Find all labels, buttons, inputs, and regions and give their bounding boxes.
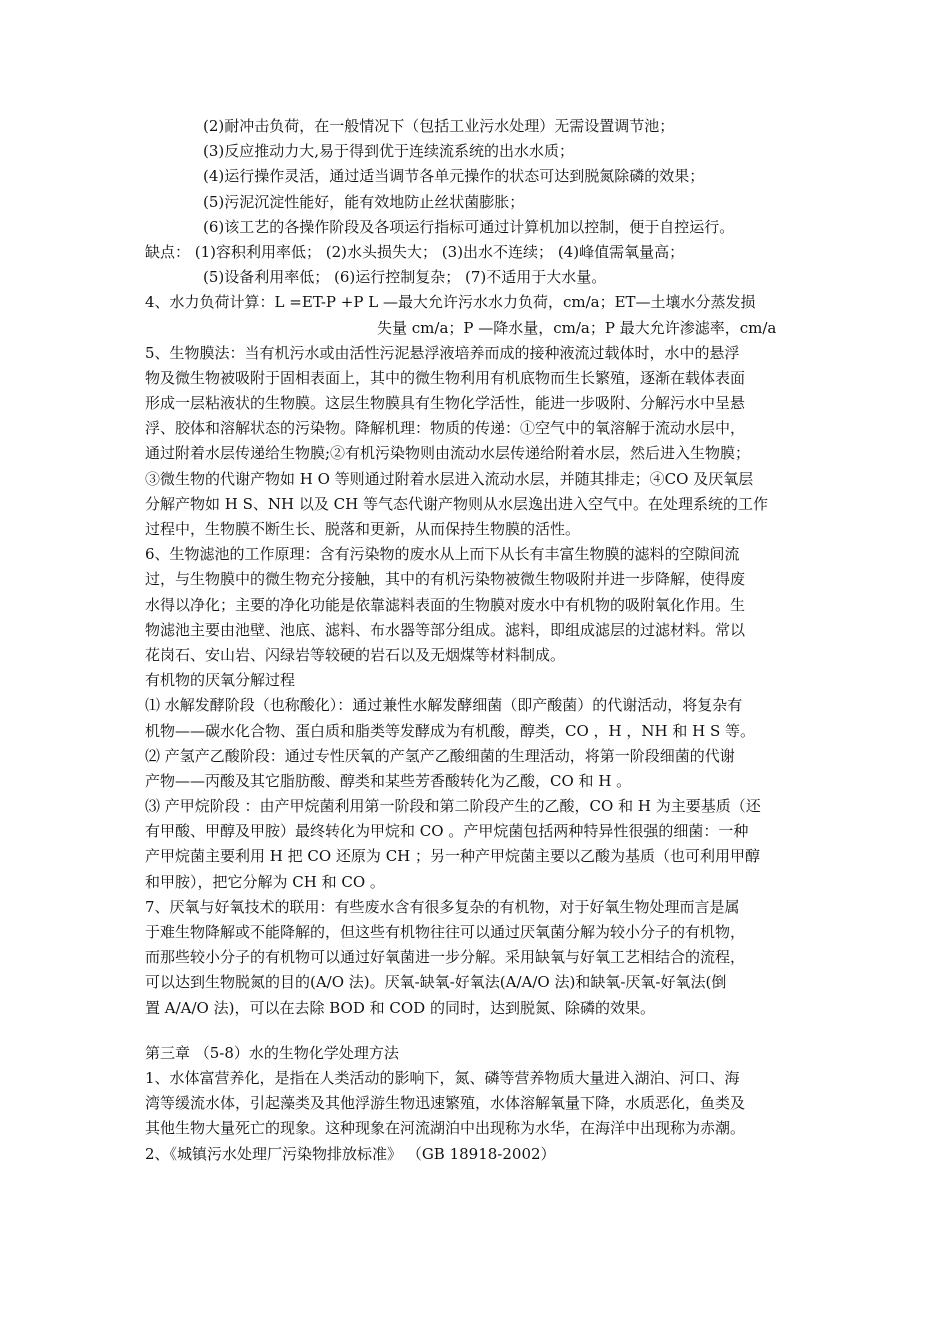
text-line: 其他生物大量死亡的现象。这种现象在河流湖泊中出现称为水华，在海洋中出现称为赤潮。 [145,1119,746,1138]
text-line: 于难生物降解或不能降解的，但这些有机物往往可以通过厌氧菌分解为较小分子的有机物， [145,923,746,941]
text-line: (4)运行操作灵活，通过适当调节各单元操作的状态可达到脱氮除磷的效果； [203,167,705,186]
spacer [145,1021,805,1041]
text-line: 水得以净化；主要的净化功能是依靠滤料表面的生物膜对废水中有机物的吸附氧化作用。生 [145,595,746,614]
text-line: 和甲胺），把它分解为 CH 和 CO 。 [145,872,385,891]
text-line: 7、厌氧与好氧技术的联用：有些废水含有很多复杂的有机物，对于好氧生物处理而言是属 [145,897,740,916]
text-line: ⑵ 产氢产乙酸阶段：通过专性厌氧的产氢产乙酸细菌的生理活动，将第一阶段细菌的代谢 [145,746,735,765]
text-line: ⑴ 水解发酵阶段（也称酸化）：通过兼性水解发酵细菌（即产酸菌）的代谢活动，将复杂有 [145,696,743,715]
text-line: (3)反应推动力大,易于得到优于连续流系统的出水水质； [203,142,575,161]
text-line: 产物——丙酸及其它脂肪酸、醇类和某些芳香酸转化为乙酸，CO 和 H 。 [145,771,632,790]
text-line: 5、生物膜法：当有机污水或由活性污泥悬浮液培养而成的接种液流过载体时，水中的悬浮 [145,343,740,362]
text-line: 产甲烷菌主要利用 H 把 CO 还原为 CH ；另一种产甲烷菌主要以乙酸为基质（也可利用甲醇 [145,847,761,866]
text-line: (6)该工艺的各操作阶段及各项运行指标可通过计算机加以控制，便于自控运行。 [203,217,735,236]
formula-line: 4、水力负荷计算：L =ET-P +P L —最大允许污水水力负荷，cm/a；ET—土壤水分蒸发损 [145,293,756,312]
section-heading: 有机物的厌氧分解过程 [145,671,296,690]
formula-line-continued: 失量 cm/a；P —降水量，cm/a；P 最大允许渗滤率，cm/a [377,318,777,337]
text-line: 物滤池主要由池壁、池底、滤料、布水器等部分组成。滤料，即组成滤层的过滤材料。常以 [145,620,746,639]
text-line: ③微生物的代谢产物如 H O 等则通过附着水层进入流动水层，并随其排走；④CO 及厌氧层 [145,469,754,488]
text-line: 缺点： (1)容积利用率低； (2)水头损失大； (3)出水不连续； (4)峰值需氧量高； [145,242,685,261]
text-line: (5)污泥沉淀性能好，能有效地防止丝状菌膨胀； [203,192,525,211]
text-line: 形成一层粘液状的生物膜。这层生物膜具有生物化学活性，能进一步吸附、分解污水中呈悬 [145,394,746,413]
text-line: 通过附着水层传递给生物膜;②有机污染物则由流动水层传递给附着水层，然后进入生物膜； [145,444,751,463]
text-line: 湾等缓流水体，引起藻类及其他浮游生物迅速繁殖，水体溶解氧量下降，水质恶化，鱼类及 [145,1094,746,1113]
text-line: 浮、胶体和溶解状态的污染物。降解机理：物质的传递：①空气中的氧溶解于流动水层中， [145,419,746,438]
text-line: 过，与生物膜中的微生物充分接触，其中的有机污染物被微生物吸附并进一步降解，使得废 [145,570,746,589]
text-line: 1、水体富营养化，是指在人类活动的影响下，氮、磷等营养物质大量进入湖泊、河口、海 [145,1068,740,1087]
text-line: 花岗石、安山岩、闪绿岩等较硬的岩石以及无烟煤等材料制成。 [145,645,566,664]
text-line: 分解产物如 H S、NH 以及 CH 等气态代谢产物则从水层逸出进入空气中。在处理系统的工作 [145,494,768,513]
document-page [145,114,805,1167]
text-line: 2、《城镇污水处理厂污染物排放标准》 （GB 18918-2002） [145,1144,556,1163]
text-line: 而那些较小分子的有机物可以通过好氧菌进一步分解。采用缺氧与好氧工艺相结合的流程， [145,948,746,967]
text-line: 置 A/A/O 法)，可以在去除 BOD 和 COD 的同时，达到脱氮、除磷的效果。 [145,998,655,1017]
text-line: 6、生物滤池的工作原理：含有污染物的废水从上而下从长有丰富生物膜的滤料的空隙间流 [145,545,740,564]
chapter-heading: 第三章 （5-8）水的生物化学处理方法 [145,1043,399,1062]
text-line: (5)设备利用率低； (6)运行控制复杂； (7)不适用于大水量。 [203,268,607,287]
text-line: 可以达到生物脱氮的目的(A/O 法)。厌氧-缺氧-好氧法(A/A/O 法)和缺氧-厌氧-好氧法(倒 [145,973,727,992]
text-line: (2)耐冲击负荷，在一般情况下（包括工业污水处理）无需设置调节池； [203,117,675,135]
text-line: ⑶ 产甲烷阶段 ：由产甲烷菌利用第一阶段和第二阶段产生的乙酸，CO 和 H 为主要基质（还 [145,797,761,816]
text-line: 机物——碳水化合物、蛋白质和脂类等发酵成为有机酸，醇类，CO ，H ，NH 和 H S 等。 [145,721,756,740]
text-line: 有甲酸、甲醇及甲胺）最终转化为甲烷和 CO 。产甲烷菌包括两种特异性很强的细菌：一种 [145,822,749,841]
text-line: 物及微生物被吸附于固相表面上，其中的微生物利用有机底物而生长繁殖，逐渐在载体表面 [145,368,746,387]
text-line: 过程中，生物膜不断生长、脱落和更新，从而保持生物膜的活性。 [145,520,581,538]
